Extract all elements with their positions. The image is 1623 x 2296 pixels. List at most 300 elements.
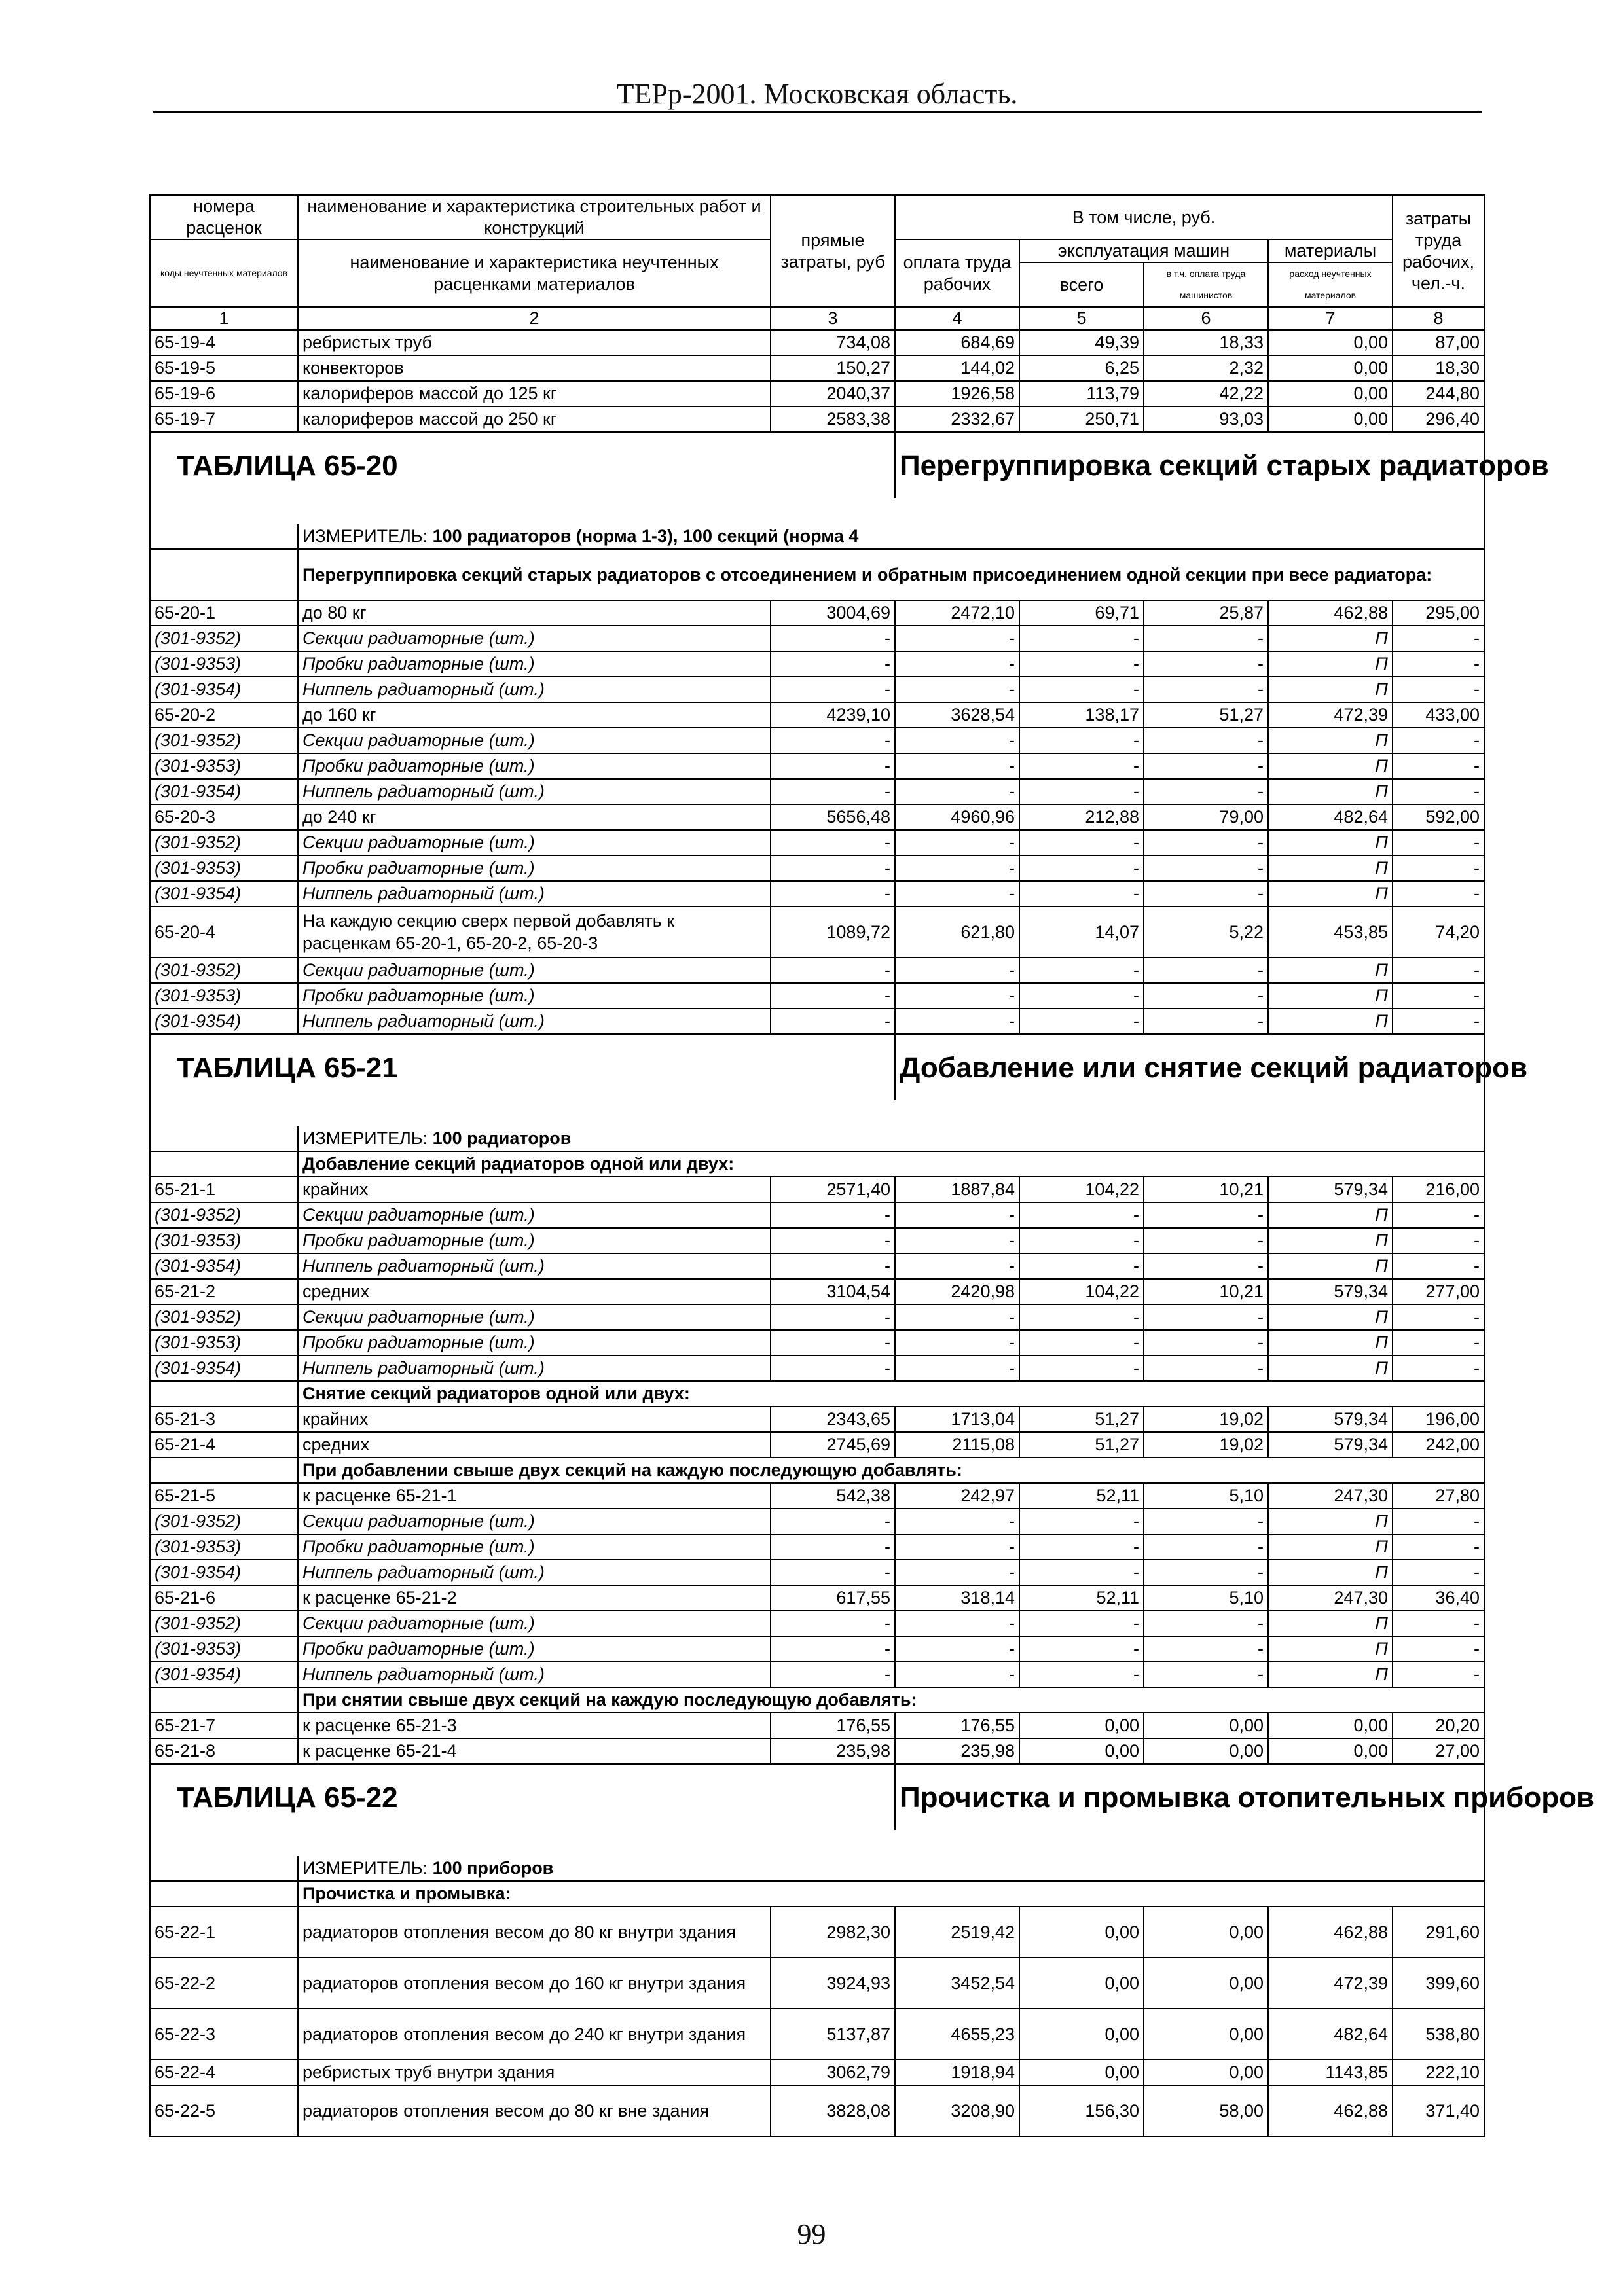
rate-value: 216,00 <box>1393 1177 1484 1202</box>
material-dash: - <box>1144 983 1268 1009</box>
material-row <box>150 1355 1484 1381</box>
material-name: Ниппель радиаторный (шт.) <box>298 1253 771 1279</box>
measure-row <box>150 1126 1484 1151</box>
material-dash: - <box>1393 1355 1484 1381</box>
col-number: 6 <box>1144 307 1268 330</box>
rate-code: 65-19-6 <box>150 381 298 406</box>
material-dash: - <box>1393 1560 1484 1585</box>
material-dash: - <box>771 651 895 677</box>
rate-value: 3452,54 <box>895 1958 1019 2009</box>
material-dash: - <box>895 1355 1019 1381</box>
material-dash: - <box>895 958 1019 983</box>
material-dash: - <box>1144 830 1268 855</box>
subheading-row <box>150 1458 1484 1483</box>
material-dash: - <box>771 983 895 1009</box>
material-row <box>150 1009 1484 1034</box>
material-dash: - <box>1019 1534 1144 1560</box>
material-p-mark: П <box>1268 1304 1393 1330</box>
gap-row <box>150 1100 1484 1126</box>
rate-value: 156,30 <box>1019 2085 1144 2136</box>
column-numbers-row <box>150 307 1484 330</box>
material-name: Пробки радиаторные (шт.) <box>298 753 771 779</box>
rate-value: 684,69 <box>895 330 1019 355</box>
material-dash: - <box>1019 1009 1144 1034</box>
material-p-mark: П <box>1268 881 1393 906</box>
material-dash: - <box>771 1509 895 1534</box>
measure-label: ИЗМЕРИТЕЛЬ: <box>302 1128 433 1148</box>
material-dash: - <box>1144 1009 1268 1034</box>
material-p-mark: П <box>1268 1228 1393 1253</box>
rate-value: 52,11 <box>1019 1585 1144 1611</box>
rate-value: 542,38 <box>771 1483 895 1509</box>
rate-code: 65-22-5 <box>150 2085 298 2136</box>
rate-row <box>150 1585 1484 1611</box>
material-dash: - <box>1144 1330 1268 1355</box>
rate-value: 5137,87 <box>771 2009 895 2060</box>
rate-value: 579,34 <box>1268 1407 1393 1432</box>
rate-value: 176,55 <box>895 1713 1019 1738</box>
material-p-mark: П <box>1268 830 1393 855</box>
material-row <box>150 1534 1484 1560</box>
rate-name: средних <box>298 1279 771 1304</box>
material-dash: - <box>1144 1202 1268 1228</box>
material-name: Ниппель радиаторный (шт.) <box>298 677 771 702</box>
col-number: 1 <box>150 307 298 330</box>
subheading: Прочистка и промывка: <box>298 1881 1484 1907</box>
rate-value: 0,00 <box>1268 1738 1393 1764</box>
material-dash: - <box>895 983 1019 1009</box>
table-label: ТАБЛИЦА 65-20 <box>150 432 895 498</box>
material-dash: - <box>1393 1253 1484 1279</box>
rate-code: 65-19-4 <box>150 330 298 355</box>
rate-value: 621,80 <box>895 906 1019 958</box>
material-p-mark: П <box>1268 983 1393 1009</box>
material-dash: - <box>1393 779 1484 804</box>
rate-value: 0,00 <box>1268 355 1393 381</box>
material-dash: - <box>1144 1534 1268 1560</box>
rates-table <box>149 194 1595 2137</box>
rate-value: 2583,38 <box>771 406 895 432</box>
rate-value: 25,87 <box>1144 600 1268 626</box>
rate-row <box>150 330 1484 355</box>
rate-value: 19,02 <box>1144 1407 1268 1432</box>
measure-row <box>150 1856 1484 1881</box>
col-number: 7 <box>1268 307 1393 330</box>
measure-cell <box>298 1856 1484 1881</box>
subheading: Снятие секций радиаторов одной или двух: <box>298 1381 1484 1407</box>
material-dash: - <box>1393 1330 1484 1355</box>
material-dash: - <box>1144 651 1268 677</box>
hdr-col3: прямые затраты, руб <box>771 195 895 307</box>
rate-value: 4239,10 <box>771 702 895 728</box>
material-dash: - <box>1144 1355 1268 1381</box>
subheading-row <box>150 1381 1484 1407</box>
material-dash: - <box>1019 1355 1144 1381</box>
material-dash: - <box>895 1509 1019 1534</box>
material-dash: - <box>1019 983 1144 1009</box>
rate-value: 1918,94 <box>895 2060 1019 2085</box>
material-dash: - <box>1019 1560 1144 1585</box>
material-dash: - <box>895 881 1019 906</box>
rate-value: 3208,90 <box>895 2085 1019 2136</box>
material-p-mark: П <box>1268 1253 1393 1279</box>
material-code: (301-9354) <box>150 1355 298 1381</box>
rate-value: 0,00 <box>1268 406 1393 432</box>
material-dash: - <box>895 1560 1019 1585</box>
measure-value: 100 радиаторов <box>432 1128 572 1148</box>
rate-name: до 160 кг <box>298 702 771 728</box>
rate-value: 250,71 <box>1019 406 1144 432</box>
material-dash: - <box>1393 1636 1484 1662</box>
header-rule <box>153 111 1482 113</box>
rate-value: 3828,08 <box>771 2085 895 2136</box>
material-code: (301-9354) <box>150 1560 298 1585</box>
material-dash: - <box>1019 728 1144 753</box>
material-dash: - <box>1019 1662 1144 1687</box>
table-title-row <box>150 1764 1484 1830</box>
hdr-col6: в т.ч. оплата труда машинистов <box>1144 262 1268 307</box>
material-row <box>150 728 1484 753</box>
rate-name: до 240 кг <box>298 804 771 830</box>
material-name: Ниппель радиаторный (шт.) <box>298 1355 771 1381</box>
material-code: (301-9352) <box>150 728 298 753</box>
material-dash: - <box>1393 1304 1484 1330</box>
col-number: 2 <box>298 307 771 330</box>
material-row <box>150 855 1484 881</box>
material-code: (301-9352) <box>150 1611 298 1636</box>
material-dash: - <box>771 1228 895 1253</box>
rate-value: 5656,48 <box>771 804 895 830</box>
rate-value: 5,10 <box>1144 1585 1268 1611</box>
rate-value: 291,60 <box>1393 1907 1484 1958</box>
rate-value: 2332,67 <box>895 406 1019 432</box>
material-code: (301-9352) <box>150 1202 298 1228</box>
rate-value: 1926,58 <box>895 381 1019 406</box>
rate-row <box>150 2085 1484 2136</box>
rate-value: 113,79 <box>1019 381 1144 406</box>
rate-value: 74,20 <box>1393 906 1484 958</box>
material-row <box>150 1330 1484 1355</box>
rates-table-body <box>150 195 1595 2136</box>
material-dash: - <box>1144 855 1268 881</box>
rate-code: 65-21-1 <box>150 1177 298 1202</box>
rate-value: 3104,54 <box>771 1279 895 1304</box>
subheading-spacer <box>150 549 298 600</box>
rate-value: 235,98 <box>895 1738 1019 1764</box>
rate-value: 150,27 <box>771 355 895 381</box>
rate-value: 371,40 <box>1393 2085 1484 2136</box>
rate-value: 10,21 <box>1144 1279 1268 1304</box>
material-dash: - <box>771 830 895 855</box>
rate-value: 244,80 <box>1393 381 1484 406</box>
rate-value: 0,00 <box>1144 1907 1268 1958</box>
table-label: ТАБЛИЦА 65-22 <box>150 1764 895 1830</box>
rate-row <box>150 804 1484 830</box>
rate-value: 176,55 <box>771 1713 895 1738</box>
gap-row <box>150 1830 1484 1856</box>
hdr-col5: всего <box>1019 262 1144 307</box>
page-number: 99 <box>797 2218 826 2250</box>
rate-row <box>150 1738 1484 1764</box>
material-row <box>150 779 1484 804</box>
rate-code: 65-21-6 <box>150 1585 298 1611</box>
rate-value: 2040,37 <box>771 381 895 406</box>
measure-label: ИЗМЕРИТЕЛЬ: <box>302 1858 433 1878</box>
table-title: Добавление или снятие секций радиаторов <box>895 1034 1484 1100</box>
rate-value: 2115,08 <box>895 1432 1019 1458</box>
rate-code: 65-21-8 <box>150 1738 298 1764</box>
rate-value: 399,60 <box>1393 1958 1484 2009</box>
rate-value: 579,34 <box>1268 1432 1393 1458</box>
material-dash: - <box>1393 1009 1484 1034</box>
material-p-mark: П <box>1268 1534 1393 1560</box>
rate-value: 617,55 <box>771 1585 895 1611</box>
rate-value: 138,17 <box>1019 702 1144 728</box>
rate-code: 65-22-2 <box>150 1958 298 2009</box>
material-row <box>150 983 1484 1009</box>
material-code: (301-9353) <box>150 983 298 1009</box>
material-dash: - <box>895 728 1019 753</box>
material-dash: - <box>1019 677 1144 702</box>
material-dash: - <box>1144 881 1268 906</box>
rate-value: 579,34 <box>1268 1279 1393 1304</box>
material-row <box>150 651 1484 677</box>
rate-value: 58,00 <box>1144 2085 1268 2136</box>
material-dash: - <box>1019 779 1144 804</box>
rate-value: 14,07 <box>1019 906 1144 958</box>
material-dash: - <box>771 1636 895 1662</box>
material-dash: - <box>1393 1202 1484 1228</box>
hdr-col7-bottom: расход неучтенных материалов <box>1268 262 1393 307</box>
material-dash: - <box>771 728 895 753</box>
material-row <box>150 1611 1484 1636</box>
material-row <box>150 1202 1484 1228</box>
rate-value: 462,88 <box>1268 1907 1393 1958</box>
material-p-mark: П <box>1268 626 1393 651</box>
material-dash: - <box>771 1560 895 1585</box>
rate-name: до 80 кг <box>298 600 771 626</box>
rate-code: 65-21-4 <box>150 1432 298 1458</box>
material-dash: - <box>771 1534 895 1560</box>
material-dash: - <box>1019 651 1144 677</box>
material-dash: - <box>771 958 895 983</box>
material-p-mark: П <box>1268 651 1393 677</box>
material-dash: - <box>771 1253 895 1279</box>
material-row <box>150 1304 1484 1330</box>
hdr-col8: затраты труда рабочих, чел.-ч. <box>1393 195 1484 307</box>
material-name: Пробки радиаторные (шт.) <box>298 1228 771 1253</box>
material-dash: - <box>1019 1611 1144 1636</box>
rate-value: 482,64 <box>1268 804 1393 830</box>
rate-value: 27,80 <box>1393 1483 1484 1509</box>
rate-value: 0,00 <box>1019 2060 1144 2085</box>
material-dash: - <box>895 753 1019 779</box>
rate-code: 65-19-5 <box>150 355 298 381</box>
rate-code: 65-20-3 <box>150 804 298 830</box>
material-dash: - <box>1144 728 1268 753</box>
material-name: Пробки радиаторные (шт.) <box>298 855 771 881</box>
rate-value: 462,88 <box>1268 2085 1393 2136</box>
rate-value: 592,00 <box>1393 804 1484 830</box>
material-dash: - <box>771 1304 895 1330</box>
material-dash: - <box>895 677 1019 702</box>
material-code: (301-9352) <box>150 626 298 651</box>
rate-value: 247,30 <box>1268 1585 1393 1611</box>
material-name: Ниппель радиаторный (шт.) <box>298 1662 771 1687</box>
rate-code: 65-20-1 <box>150 600 298 626</box>
rate-name: к расценке 65-21-3 <box>298 1713 771 1738</box>
rate-name: радиаторов отопления весом до 80 кг внутри здания <box>298 1907 771 1958</box>
material-p-mark: П <box>1268 753 1393 779</box>
rate-value: 51,27 <box>1019 1432 1144 1458</box>
col-number: 4 <box>895 307 1019 330</box>
rate-value: 242,00 <box>1393 1432 1484 1458</box>
subheading: При добавлении свыше двух секций на каждую последующую добавлять: <box>298 1458 1484 1483</box>
rate-value: 0,00 <box>1144 1738 1268 1764</box>
material-name: Секции радиаторные (шт.) <box>298 728 771 753</box>
material-dash: - <box>1019 1509 1144 1534</box>
material-dash: - <box>895 779 1019 804</box>
table-title: Прочистка и промывка отопительных приборов <box>895 1764 1484 1830</box>
material-code: (301-9354) <box>150 1009 298 1034</box>
material-dash: - <box>1019 881 1144 906</box>
material-dash: - <box>1019 855 1144 881</box>
material-dash: - <box>1019 1304 1144 1330</box>
material-name: Пробки радиаторные (шт.) <box>298 983 771 1009</box>
rate-name: к расценке 65-21-1 <box>298 1483 771 1509</box>
material-dash: - <box>1144 1509 1268 1534</box>
table-title: Перегруппировка секций старых радиаторов <box>895 432 1484 498</box>
material-p-mark: П <box>1268 855 1393 881</box>
material-name: Ниппель радиаторный (шт.) <box>298 1009 771 1034</box>
material-dash: - <box>1144 1304 1268 1330</box>
material-dash: - <box>771 855 895 881</box>
material-row <box>150 881 1484 906</box>
rate-row <box>150 1432 1484 1458</box>
rate-value: 27,00 <box>1393 1738 1484 1764</box>
rate-value: 79,00 <box>1144 804 1268 830</box>
material-p-mark: П <box>1268 1330 1393 1355</box>
rate-value: 433,00 <box>1393 702 1484 728</box>
rate-value: 36,40 <box>1393 1585 1484 1611</box>
material-dash: - <box>1393 830 1484 855</box>
rate-value: 579,34 <box>1268 1177 1393 1202</box>
material-dash: - <box>895 1611 1019 1636</box>
material-dash: - <box>895 626 1019 651</box>
rate-value: 1887,84 <box>895 1177 1019 1202</box>
material-dash: - <box>1393 677 1484 702</box>
material-row <box>150 1228 1484 1253</box>
material-row <box>150 1253 1484 1279</box>
rate-name: средних <box>298 1432 771 1458</box>
rate-code: 65-19-7 <box>150 406 298 432</box>
rate-value: 295,00 <box>1393 600 1484 626</box>
col-number: 8 <box>1393 307 1484 330</box>
rate-row <box>150 702 1484 728</box>
material-dash: - <box>1393 1509 1484 1534</box>
material-p-mark: П <box>1268 1611 1393 1636</box>
rate-value: 2745,69 <box>771 1432 895 1458</box>
material-dash: - <box>1393 1534 1484 1560</box>
header-row-1 <box>150 195 1484 240</box>
rate-value: 453,85 <box>1268 906 1393 958</box>
table-title-row <box>150 1034 1484 1100</box>
rate-value: 51,27 <box>1144 702 1268 728</box>
material-dash: - <box>1393 651 1484 677</box>
material-dash: - <box>1019 958 1144 983</box>
material-name: Ниппель радиаторный (шт.) <box>298 779 771 804</box>
material-dash: - <box>1393 983 1484 1009</box>
rate-value: 52,11 <box>1019 1483 1144 1509</box>
rate-value: 196,00 <box>1393 1407 1484 1432</box>
material-dash: - <box>1393 958 1484 983</box>
material-dash: - <box>1019 1253 1144 1279</box>
rate-name: радиаторов отопления весом до 240 кг внутри здания <box>298 2009 771 2060</box>
material-p-mark: П <box>1268 1009 1393 1034</box>
hdr-col7-top: материалы <box>1268 240 1393 262</box>
material-dash: - <box>1393 728 1484 753</box>
material-name: Секции радиаторные (шт.) <box>298 958 771 983</box>
material-p-mark: П <box>1268 779 1393 804</box>
material-dash: - <box>1144 1662 1268 1687</box>
material-dash: - <box>1144 1253 1268 1279</box>
rate-name: крайних <box>298 1177 771 1202</box>
material-dash: - <box>895 1009 1019 1034</box>
rate-name: ребристых труб внутри здания <box>298 2060 771 2085</box>
rate-value: 6,25 <box>1019 355 1144 381</box>
material-dash: - <box>895 830 1019 855</box>
material-name: Секции радиаторные (шт.) <box>298 1611 771 1636</box>
rate-value: 0,00 <box>1019 1907 1144 1958</box>
material-code: (301-9354) <box>150 1253 298 1279</box>
material-p-mark: П <box>1268 958 1393 983</box>
rate-value: 0,00 <box>1268 330 1393 355</box>
measure-cell <box>298 1126 1484 1151</box>
material-row <box>150 1560 1484 1585</box>
rate-value: 538,80 <box>1393 2009 1484 2060</box>
material-code: (301-9353) <box>150 1330 298 1355</box>
rate-row <box>150 1279 1484 1304</box>
rate-value: 0,00 <box>1268 1713 1393 1738</box>
rate-value: 0,00 <box>1144 1713 1268 1738</box>
rate-row <box>150 2060 1484 2085</box>
hdr-col2-top: наименование и характеристика строительных работ и конструкций <box>298 195 771 240</box>
subheading-spacer <box>150 1151 298 1177</box>
material-p-mark: П <box>1268 1636 1393 1662</box>
material-p-mark: П <box>1268 728 1393 753</box>
rate-value: 104,22 <box>1019 1279 1144 1304</box>
material-dash: - <box>1019 1636 1144 1662</box>
rate-row <box>150 1407 1484 1432</box>
rate-value: 462,88 <box>1268 600 1393 626</box>
rate-value: 0,00 <box>1019 1713 1144 1738</box>
rate-name: конвекторов <box>298 355 771 381</box>
material-dash: - <box>895 1636 1019 1662</box>
rate-value: 277,00 <box>1393 1279 1484 1304</box>
material-dash: - <box>1393 626 1484 651</box>
rate-name: радиаторов отопления весом до 160 кг внутри здания <box>298 1958 771 2009</box>
material-p-mark: П <box>1268 1662 1393 1687</box>
rate-value: 318,14 <box>895 1585 1019 1611</box>
rate-row <box>150 1483 1484 1509</box>
gap-row <box>150 498 1484 524</box>
rate-value: 4655,23 <box>895 2009 1019 2060</box>
rate-value: 3628,54 <box>895 702 1019 728</box>
material-dash: - <box>771 753 895 779</box>
rate-value: 235,98 <box>771 1738 895 1764</box>
hdr-col56: эксплуатация машин <box>1019 240 1268 262</box>
material-dash: - <box>895 1202 1019 1228</box>
